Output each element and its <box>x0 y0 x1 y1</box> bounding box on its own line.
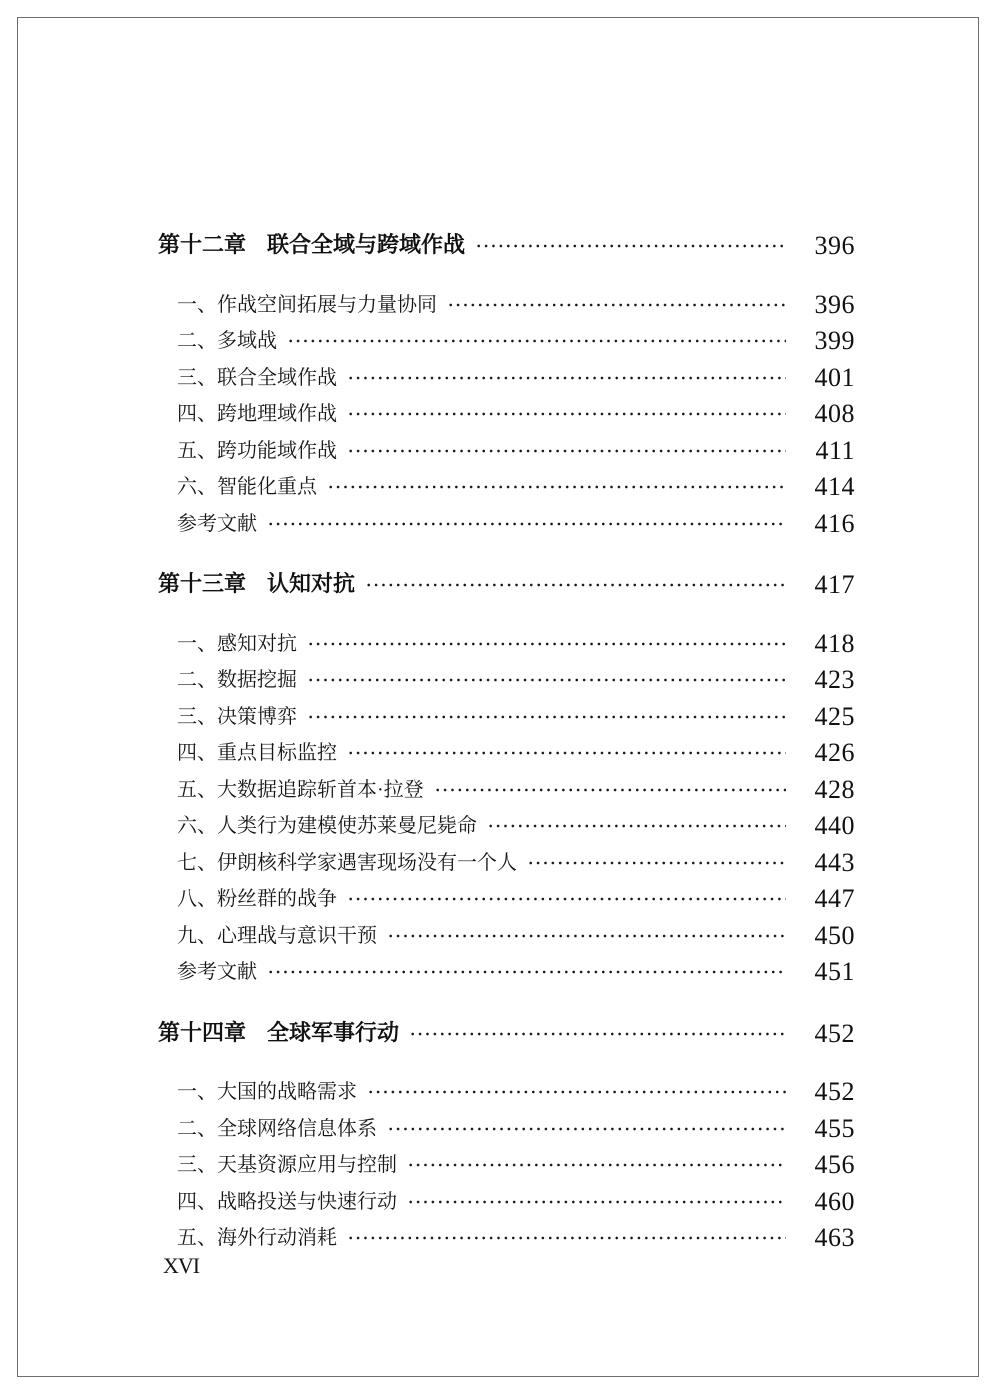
toc-item-title: 六、智能化重点 <box>177 476 317 498</box>
toc-item-row <box>158 1147 855 1184</box>
toc-item-title: 八、粉丝群的战争 <box>177 888 337 910</box>
toc-item-title: 一、大国的战略需求 <box>177 1081 357 1103</box>
dot-leader <box>345 360 786 397</box>
toc-item-page-number: 450 <box>814 920 855 950</box>
toc-item-title: 五、跨功能域作战 <box>177 439 337 462</box>
toc-item-page-number: 455 <box>814 1113 855 1143</box>
toc-item-row <box>158 323 855 360</box>
table-of-contents <box>158 228 855 1257</box>
dot-leader <box>345 1220 786 1257</box>
toc-item-title: 参考文献 <box>177 961 257 983</box>
dot-leader <box>345 735 786 772</box>
toc-item-row <box>158 396 855 433</box>
toc-item-title: 参考文献 <box>177 512 257 535</box>
dot-leader <box>385 918 786 955</box>
toc-item-page-number: 463 <box>814 1223 855 1252</box>
toc-item-title: 五、海外行动消耗 <box>177 1227 337 1249</box>
toc-item-title: 二、全球网络信息体系 <box>177 1117 377 1140</box>
toc-item-title: 一、作战空间拓展与力量协同 <box>177 293 437 316</box>
dot-leader <box>445 287 786 324</box>
chapter-label: 第十二章 <box>158 233 247 258</box>
dot-leader <box>345 396 786 433</box>
toc-item-title: 九、心理战与意识干预 <box>177 924 377 947</box>
toc-item-row <box>158 506 855 543</box>
footer-page-number: XVI <box>163 1253 200 1278</box>
toc-item-row <box>158 1184 855 1221</box>
dot-leader <box>432 772 786 809</box>
chapter-label: 第十四章 <box>158 1020 247 1046</box>
chapter-page-number: 396 <box>814 231 855 260</box>
toc-item-page-number: 414 <box>814 472 855 501</box>
toc-item-page-number: 447 <box>814 884 855 913</box>
dot-leader <box>405 1184 786 1221</box>
toc-item-page-number: 428 <box>814 774 855 804</box>
toc-item-page-number: 423 <box>814 665 855 694</box>
chapter-title: 认知对抗 <box>267 572 356 597</box>
dot-leader <box>385 1111 786 1148</box>
toc-chapter-row <box>158 1016 855 1053</box>
dot-leader <box>265 506 786 543</box>
toc-item-row <box>158 918 855 955</box>
toc-item-page-number: 456 <box>814 1150 855 1179</box>
toc-item-page-number: 416 <box>814 508 855 538</box>
toc-item-title: 一、感知对抗 <box>177 632 297 655</box>
toc-item-row <box>158 360 855 397</box>
toc-item-row <box>158 433 855 470</box>
toc-item-title: 二、多域战 <box>177 330 277 352</box>
toc-item-title: 七、伊朗核科学家遇害现场没有一个人 <box>177 851 517 874</box>
toc-item-title: 三、联合全域作战 <box>177 366 337 389</box>
dot-leader <box>485 808 786 845</box>
dot-leader <box>305 626 786 663</box>
chapter-page-number: 417 <box>814 570 855 599</box>
toc-item-title: 六、人类行为建模使苏莱曼尼毙命 <box>177 815 477 837</box>
dot-leader <box>345 433 786 470</box>
dot-leader <box>365 1074 786 1111</box>
dot-leader <box>525 845 786 882</box>
toc-item-page-number: 411 <box>815 435 855 465</box>
toc-item-page-number: 408 <box>814 399 855 428</box>
toc-item-row <box>158 626 855 663</box>
toc-item-page-number: 443 <box>814 847 855 877</box>
toc-item-row <box>158 735 855 772</box>
toc-item-page-number: 401 <box>814 362 855 392</box>
toc-item-row <box>158 1111 855 1148</box>
chapter-page-number: 452 <box>814 1018 855 1048</box>
dot-leader <box>345 881 786 918</box>
chapter-title: 联合全域与跨域作战 <box>267 233 466 258</box>
toc-item-page-number: 425 <box>814 701 855 731</box>
toc-item-row <box>158 881 855 918</box>
toc-item-row <box>158 699 855 736</box>
toc-item-title: 三、天基资源应用与控制 <box>177 1154 397 1176</box>
dot-leader <box>325 469 786 506</box>
toc-item-row <box>158 469 855 506</box>
dot-leader <box>305 662 786 699</box>
toc-item-title: 四、战略投送与快速行动 <box>177 1190 397 1213</box>
dot-leader <box>305 699 786 736</box>
toc-item-row <box>158 808 855 845</box>
toc-chapter-row <box>158 567 855 604</box>
toc-chapter-row <box>158 228 855 265</box>
dot-leader <box>265 954 786 991</box>
toc-item-page-number: 399 <box>814 326 855 355</box>
toc-item-row <box>158 662 855 699</box>
dot-leader <box>405 1147 786 1184</box>
toc-item-row <box>158 1074 855 1111</box>
toc-item-page-number: 452 <box>814 1077 855 1106</box>
dot-leader <box>473 228 786 265</box>
chapter-title: 全球军事行动 <box>267 1020 400 1046</box>
toc-item-title: 三、决策博弈 <box>177 705 297 728</box>
toc-item-page-number: 426 <box>814 738 855 767</box>
toc-item-title: 四、重点目标监控 <box>177 742 337 764</box>
toc-item-title: 二、数据挖掘 <box>177 669 297 691</box>
toc-item-row <box>158 1220 855 1257</box>
toc-item-title: 四、跨地理域作战 <box>177 403 337 425</box>
chapter-label: 第十三章 <box>158 572 247 597</box>
toc-item-title: 五、大数据追踪斩首本·拉登 <box>177 778 424 801</box>
dot-leader <box>285 323 786 360</box>
toc-item-row <box>158 845 855 882</box>
toc-item-page-number: 460 <box>814 1186 855 1216</box>
dot-leader <box>363 567 786 604</box>
toc-item-row <box>158 954 855 991</box>
toc-item-page-number: 418 <box>814 628 855 658</box>
toc-item-row <box>158 772 855 809</box>
toc-item-page-number: 451 <box>814 957 855 986</box>
toc-item-page-number: 396 <box>814 289 855 319</box>
dot-leader <box>407 1016 786 1053</box>
toc-item-page-number: 440 <box>814 811 855 840</box>
toc-item-row <box>158 287 855 324</box>
